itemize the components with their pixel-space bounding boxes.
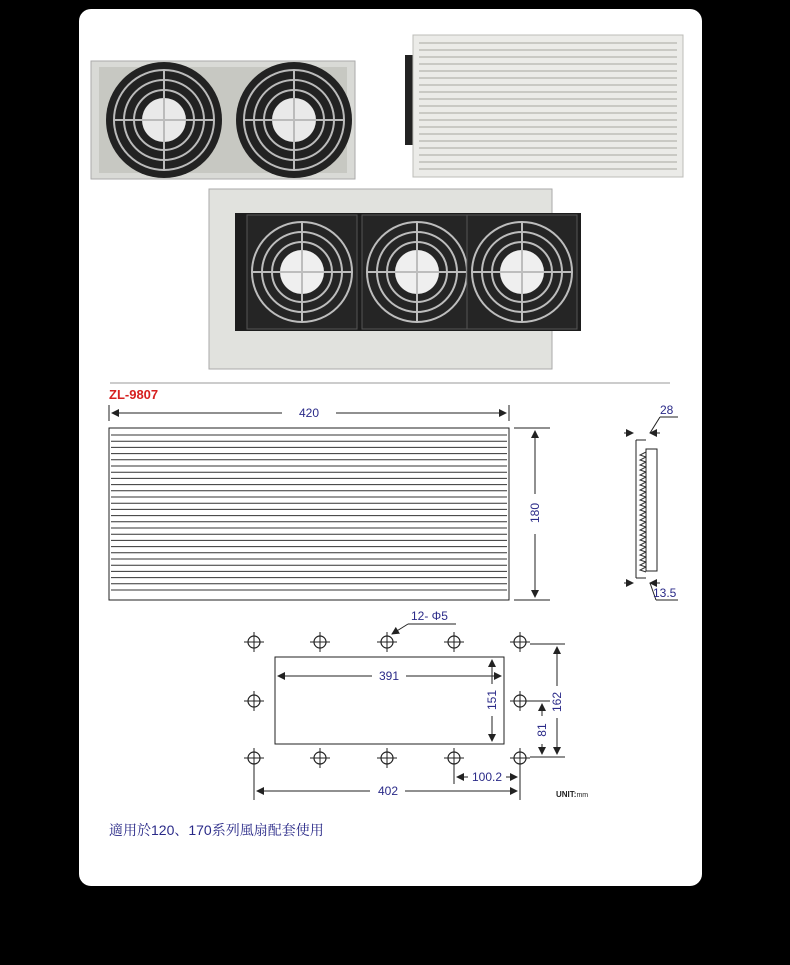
mounting-hole xyxy=(244,748,264,768)
side-louver xyxy=(640,462,646,467)
dim-total-x: 402 xyxy=(377,784,399,798)
cutout-view xyxy=(244,609,565,800)
side-louver xyxy=(640,522,646,527)
dim-inner-width: 391 xyxy=(378,669,400,683)
side-louver xyxy=(640,507,646,512)
side-louver xyxy=(640,542,646,547)
compatibility-note: 適用於120、170系列風扇配套使用 xyxy=(109,822,324,838)
model-title: ZL-9807 xyxy=(109,387,159,402)
dim-width: 420 xyxy=(298,406,320,420)
side-louver xyxy=(640,517,646,522)
side-louver xyxy=(640,482,646,487)
side-louver xyxy=(640,527,646,532)
side-louver xyxy=(640,492,646,497)
dim-total-y: 162 xyxy=(550,691,564,713)
side-louver xyxy=(640,552,646,557)
dim-half-y: 81 xyxy=(535,723,549,737)
mounting-hole xyxy=(377,632,397,652)
side-louver xyxy=(640,537,646,542)
mounting-hole xyxy=(444,748,464,768)
mounting-hole xyxy=(510,748,530,768)
mounting-hole xyxy=(244,691,264,711)
unit-label xyxy=(556,790,588,799)
side-louver xyxy=(640,532,646,537)
mounting-hole xyxy=(444,632,464,652)
side-louver xyxy=(640,547,646,552)
side-louver xyxy=(640,452,646,457)
dim-depth: 28 xyxy=(660,403,674,417)
dim-pitch-x: 100.2 xyxy=(471,770,503,784)
dim-height: 180 xyxy=(528,502,542,524)
side-louver xyxy=(640,562,646,567)
dim-inner-height: 151 xyxy=(485,689,499,711)
unit-label-text: UNIT: xyxy=(556,790,577,799)
front-view xyxy=(109,405,550,600)
side-louver xyxy=(640,477,646,482)
mounting-hole xyxy=(510,632,530,652)
side-louver xyxy=(640,472,646,477)
side-louver xyxy=(640,512,646,517)
mounting-hole xyxy=(244,632,264,652)
side-louver xyxy=(640,467,646,472)
holes-spec: 12- Φ5 xyxy=(411,609,448,623)
side-louver xyxy=(640,567,646,572)
mounting-hole xyxy=(310,748,330,768)
dim-lip: 13.5 xyxy=(653,586,677,600)
side-louver xyxy=(640,487,646,492)
side-louver xyxy=(640,497,646,502)
mounting-hole xyxy=(377,748,397,768)
side-louver xyxy=(640,502,646,507)
mounting-hole xyxy=(510,691,530,711)
mounting-hole xyxy=(310,632,330,652)
side-louver xyxy=(640,557,646,562)
unit-value: mm xyxy=(576,792,589,799)
side-view xyxy=(624,403,678,600)
side-louver xyxy=(640,457,646,462)
